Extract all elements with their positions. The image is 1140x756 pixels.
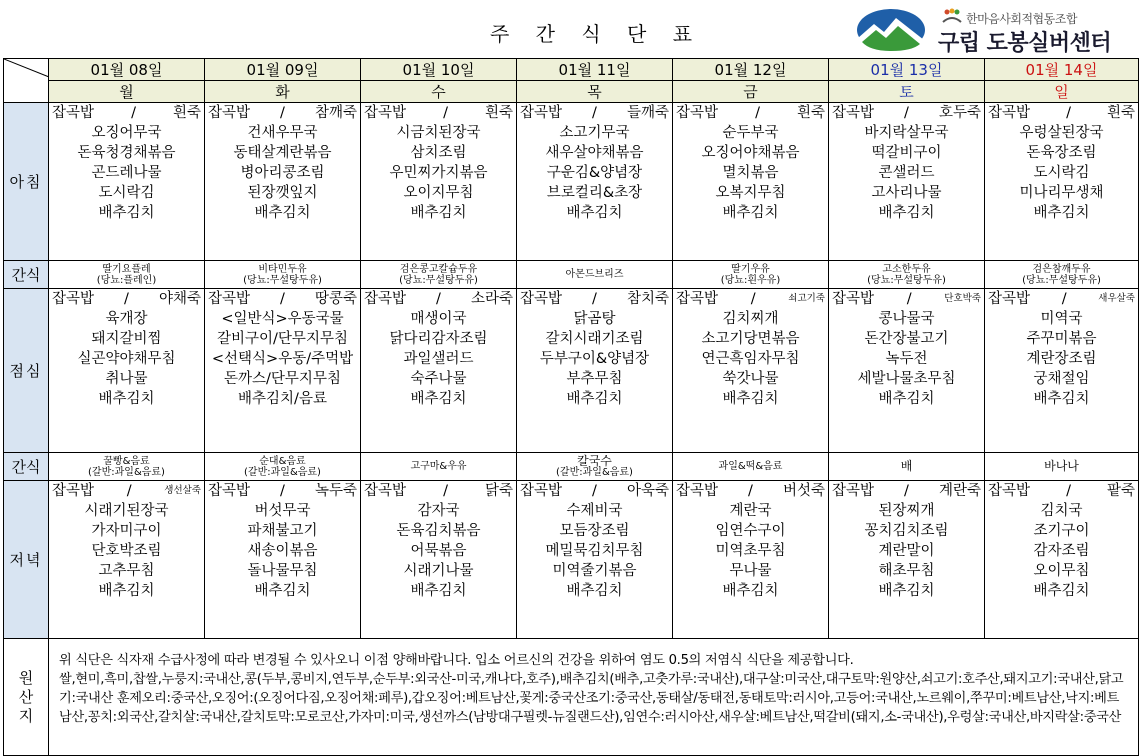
dish-item: 수제비국 — [566, 503, 623, 519]
weekday-cell: 화 — [205, 81, 361, 103]
rice-text: 잡곡밥 — [520, 483, 563, 499]
dish-item: 건새우무국 — [247, 125, 318, 141]
dish-item: 소고기당면볶음 — [701, 331, 800, 347]
rice-soup-line — [361, 481, 516, 501]
dish-item: 가자미구이 — [91, 523, 162, 539]
dish-item: 고추무침 — [98, 563, 155, 579]
slash-text: / — [1066, 483, 1071, 499]
rice-text: 잡곡밥 — [676, 483, 719, 499]
org-logo — [856, 6, 1136, 56]
dish-item: 배추김치 — [878, 391, 935, 407]
dish-item: 돼지갈비찜 — [91, 331, 162, 347]
rice-text: 잡곡밥 — [520, 105, 563, 121]
mountain-logo-icon — [856, 8, 926, 52]
dish-item: 새송이볶음 — [247, 543, 318, 559]
slash-text: / — [592, 291, 597, 307]
dish-item: 배추김치 — [410, 391, 467, 407]
origin-text: 쌀,현미,흑미,찹쌀,누룽지:국내산,콩(두부,콩비지,연두부,순두부:외국산-미국,캐나다,호주),배추김치(배추,고춧가루:국내산),대구살:미국산,대구토막:원양산,쇠고기:호주산,돼지고기:국내산,닭고기:국내산 훈제오리:중국산,오징어:(오징어다짐,오징어채:페루),갑오징어:베트남산,꽃게:중국산조기:중국산,동태살/동태전,동태토막:러시아,고등어:국내산,노르웨이,쭈꾸미:베트남산,낙지:베트남산,꽁치:외국산,갈치살:국내산,갈치토막:모로코산,가자미:미국,생선까스(남방대구필렛-뉴질랜드산),임연수:러시아산,새우살:베트남산,떡갈비(돼지,소-국내산),우렁살:국내산,바지락살:중국산 — [59, 672, 1124, 725]
dish-item: 미역국 — [1040, 311, 1083, 327]
dinner-label: 저녁 — [4, 481, 49, 639]
rice-soup-line — [49, 289, 204, 309]
dish-item: 배추김치 — [98, 583, 155, 599]
rice-soup-line — [49, 481, 204, 501]
rice-text: 잡곡밥 — [832, 291, 875, 307]
porridge-text: 아욱죽 — [626, 483, 669, 499]
slash-text: / — [592, 483, 597, 499]
snack-item: 꿀빵&음료 — [103, 455, 150, 467]
snack-item: 고소한두유 — [882, 263, 931, 275]
dish-item: 녹두전 — [885, 351, 928, 367]
breakfast-cell — [361, 103, 517, 261]
rice-soup-line — [985, 103, 1138, 123]
dish-item: 어묵볶음 — [410, 543, 467, 559]
rice-text: 잡곡밥 — [832, 105, 875, 121]
snack-cell — [205, 453, 361, 481]
porridge-text: 흰죽 — [172, 105, 201, 121]
dish-item: 고사리나물 — [871, 185, 942, 201]
snack-diabetic-alt: (당뇨:플레인) — [96, 274, 157, 286]
porridge-text: 들깨죽 — [626, 105, 669, 121]
date-cell: 01월 12일 — [673, 59, 829, 81]
dish-item: 돈육장조림 — [1026, 145, 1097, 161]
porridge-text: 흰죽 — [796, 105, 825, 121]
dish-item: 계란국 — [729, 503, 772, 519]
dish-item: 돌나물무침 — [247, 563, 318, 579]
dish-item: 순두부국 — [722, 125, 779, 141]
dish-item: <일반식>우동국물 — [221, 311, 344, 327]
snack-diabetic-alt: (당뇨:무설탕두유) — [243, 274, 322, 286]
dinner-cell — [49, 481, 205, 639]
dish-item: 꽁치김치조림 — [864, 523, 949, 539]
dish-item: 두부구이&양념장 — [539, 351, 650, 367]
rice-soup-line — [829, 103, 984, 123]
dish-item: 시금치된장국 — [396, 125, 481, 141]
snack-diabetic-alt: (당뇨:무설탕두유) — [1022, 274, 1101, 286]
origin-label-char: 산 — [18, 687, 34, 706]
rice-soup-line — [361, 289, 516, 309]
dish-item: 조기구이 — [1033, 523, 1090, 539]
weekday-row — [4, 81, 1139, 103]
page-title: 주 간 식 단 표 — [490, 22, 703, 46]
date-cell: 01월 09일 — [205, 59, 361, 81]
slash-text: / — [748, 483, 753, 499]
slash-text: / — [1066, 105, 1071, 121]
origin-info-cell — [49, 639, 1139, 756]
dish-item: 브로컬리&초장 — [546, 185, 643, 201]
weekday-cell: 목 — [517, 81, 673, 103]
dish-item: 버섯무국 — [254, 503, 311, 519]
dish-item: 배추김치 — [1033, 205, 1090, 221]
diagonal-line-icon — [4, 59, 49, 95]
dish-item: 닭다리감자조림 — [389, 331, 488, 347]
snack-item: 배 — [900, 459, 913, 473]
weekday-cell: 금 — [673, 81, 829, 103]
breakfast-cell — [985, 103, 1139, 261]
slash-text: / — [280, 291, 285, 307]
porridge-text: 흰죽 — [484, 105, 513, 121]
lunch-label: 점심 — [4, 289, 49, 453]
dish-item: 시래기된장국 — [84, 503, 169, 519]
snack-item: 순대&음료 — [259, 455, 306, 467]
dish-item: 주꾸미볶음 — [1026, 331, 1097, 347]
snack-item: 바나나 — [1044, 459, 1079, 473]
dish-item: 동태살계란볶음 — [233, 145, 332, 161]
rice-soup-line — [517, 289, 672, 309]
lunch-cell — [205, 289, 361, 453]
origin-row — [4, 639, 1139, 756]
dish-item: 닭곰탕 — [573, 311, 616, 327]
dish-item: 시래기나물 — [403, 563, 474, 579]
date-cell: 01월 11일 — [517, 59, 673, 81]
lunch-cell — [517, 289, 673, 453]
porridge-text: 야채죽 — [158, 291, 201, 307]
dish-item: 숙주나물 — [410, 371, 467, 387]
dish-item: 떡갈비구이 — [871, 145, 942, 161]
dish-item: 배추김치 — [566, 391, 623, 407]
dinner-cell — [517, 481, 673, 639]
date-row — [4, 59, 1139, 81]
origin-label — [4, 639, 49, 756]
date-cell: 01월 13일 — [829, 59, 985, 81]
rice-soup-line — [49, 103, 204, 123]
porridge-text: 참치죽 — [626, 291, 669, 307]
porridge-text: 흰죽 — [1106, 105, 1135, 121]
rice-soup-line — [517, 481, 672, 501]
snack-diabetic-alt: (당뇨:흰우유) — [720, 274, 781, 286]
rice-text: 잡곡밥 — [208, 291, 251, 307]
dish-item: 돈육김치볶음 — [396, 523, 481, 539]
slash-text: / — [280, 105, 285, 121]
dish-item: 배추김치 — [722, 205, 779, 221]
dish-item: 우민찌가지볶음 — [389, 165, 488, 181]
breakfast-cell — [829, 103, 985, 261]
dish-item: 미나리무생채 — [1019, 185, 1104, 201]
slash-text: / — [750, 291, 756, 307]
dish-item: 실곤약야채무침 — [77, 351, 176, 367]
breakfast-cell — [205, 103, 361, 261]
dinner-row — [4, 481, 1139, 639]
lunch-cell — [49, 289, 205, 453]
dish-item: 배추김치 — [566, 583, 623, 599]
rice-soup-line — [205, 481, 360, 501]
dish-item: 새우살야채볶음 — [545, 145, 644, 161]
dish-item: 쑥갓나물 — [722, 371, 779, 387]
origin-label-char: 원 — [18, 668, 34, 687]
dish-item: 미역초무침 — [715, 543, 786, 559]
dish-item: 도시락김 — [1033, 165, 1090, 181]
dinner-cell — [829, 481, 985, 639]
snack-label: 간식 — [4, 453, 49, 481]
porridge-text: 팥죽 — [1106, 483, 1135, 499]
date-cell: 01월 08일 — [49, 59, 205, 81]
snack-cell — [673, 261, 829, 289]
dish-item: 육개장 — [105, 311, 148, 327]
origin-label-char: 지 — [18, 706, 34, 725]
rice-soup-line — [673, 289, 828, 309]
porridge-text: 새우살죽 — [1098, 293, 1135, 304]
dish-item: 콘샐러드 — [878, 165, 935, 181]
rice-text: 잡곡밥 — [676, 291, 719, 307]
dinner-cell — [205, 481, 361, 639]
slash-text: / — [436, 291, 441, 307]
rice-soup-line — [673, 481, 828, 501]
slash-text: / — [124, 291, 129, 307]
dish-item: 배추김치 — [722, 391, 779, 407]
dish-item: 배추김치 — [878, 205, 935, 221]
dish-item: 배추김치 — [410, 583, 467, 599]
dish-item: 도시락김 — [98, 185, 155, 201]
dish-item: 된장깻잎지 — [247, 185, 318, 201]
dish-item: 배추김치 — [1033, 391, 1090, 407]
dish-item: 배추김치/음료 — [238, 391, 327, 407]
slash-text: / — [592, 105, 597, 121]
dish-item: 취나물 — [105, 371, 148, 387]
dish-item: 과일샐러드 — [403, 351, 474, 367]
rice-soup-line — [361, 103, 516, 123]
rice-soup-line — [985, 289, 1138, 309]
lunch-cell — [673, 289, 829, 453]
slash-text: / — [1061, 291, 1067, 307]
dish-item: 배추김치 — [254, 583, 311, 599]
slash-text: / — [904, 105, 909, 121]
snack-cell — [49, 453, 205, 481]
rice-soup-line — [205, 103, 360, 123]
slash-text: / — [906, 291, 912, 307]
dish-item: 배추김치 — [722, 583, 779, 599]
snack-cell — [985, 453, 1139, 481]
rice-soup-line — [205, 289, 360, 309]
rice-text: 잡곡밥 — [208, 105, 251, 121]
dish-item: 오이무침 — [1033, 563, 1090, 579]
dish-item: 바지락살무국 — [864, 125, 949, 141]
snack-cell — [829, 261, 985, 289]
dish-item: 김치찌개 — [722, 311, 779, 327]
dish-item: 갈비구이/단무지무침 — [217, 331, 348, 347]
dish-item: 오이지무침 — [403, 185, 474, 201]
dish-item: 콩나물국 — [878, 311, 935, 327]
weekday-cell: 토 — [829, 81, 985, 103]
lunch-cell — [361, 289, 517, 453]
corner-cell — [4, 59, 49, 103]
dish-item: 계란장조림 — [1026, 351, 1097, 367]
porridge-text: 참깨죽 — [314, 105, 357, 121]
dish-item: 구운김&양념장 — [546, 165, 643, 181]
porridge-text: 쇠고기죽 — [788, 293, 825, 304]
snack-cell — [829, 453, 985, 481]
dish-item: 된장찌개 — [878, 503, 935, 519]
snack-item: 딸기요플레 — [102, 263, 151, 275]
dish-item: 미역줄기볶음 — [552, 563, 637, 579]
weekly-menu-table — [3, 58, 1139, 756]
porridge-text: 버섯죽 — [782, 483, 825, 499]
dish-item: 계란말이 — [878, 543, 935, 559]
snack-diabetic-alt: (갈반:과일&음료) — [556, 466, 633, 478]
dish-item: 갈치시래기조림 — [545, 331, 644, 347]
rice-text: 잡곡밥 — [988, 105, 1031, 121]
notice-text: 위 식단은 식자재 수급사정에 따라 변경될 수 있사오니 이점 양해바랍니다. 입소 어르신의 건강을 위하여 염도 0.5의 저염식 식단을 제공합니다. — [59, 653, 854, 668]
center-name: 구립 도봉실버센터 — [938, 31, 1112, 56]
breakfast-label: 아침 — [4, 103, 49, 261]
slash-text: / — [131, 105, 136, 121]
snack-item: 검은콩고칼슘두유 — [399, 263, 478, 275]
dinner-cell — [985, 481, 1139, 639]
snack-diabetic-alt: (당뇨:무설탕두유) — [399, 274, 478, 286]
snack-item: 검은참깨두유 — [1032, 263, 1091, 275]
porridge-text: 계란죽 — [938, 483, 981, 499]
snack-item: 아몬드브리즈 — [565, 269, 624, 280]
dish-item: <선택식>우동/주먹밥 — [211, 351, 354, 367]
dish-item: 곤드레나물 — [91, 165, 162, 181]
dish-item: 배추김치 — [566, 205, 623, 221]
slash-text: / — [443, 483, 448, 499]
lunch-cell — [829, 289, 985, 453]
rice-text: 잡곡밥 — [988, 291, 1031, 307]
slash-text: / — [280, 483, 285, 499]
dinner-cell — [673, 481, 829, 639]
date-cell: 01월 10일 — [361, 59, 517, 81]
snack-item: 딸기우유 — [731, 263, 770, 275]
rice-soup-line — [829, 481, 984, 501]
weekday-cell: 월 — [49, 81, 205, 103]
slash-text: / — [755, 105, 760, 121]
lunch-cell — [985, 289, 1139, 453]
rice-text: 잡곡밥 — [364, 483, 407, 499]
dish-item: 돈까스/단무지무침 — [224, 371, 341, 387]
dish-item: 파채불고기 — [247, 523, 318, 539]
dinner-cell — [361, 481, 517, 639]
dish-item: 매생이국 — [410, 311, 467, 327]
rice-text: 잡곡밥 — [52, 105, 95, 121]
snack1-row — [4, 261, 1139, 289]
snack-diabetic-alt: (갈반:과일&음료) — [244, 466, 321, 478]
dish-item: 부추무침 — [566, 371, 623, 387]
breakfast-cell — [517, 103, 673, 261]
rice-text: 잡곡밥 — [364, 105, 407, 121]
dish-item: 소고기무국 — [559, 125, 630, 141]
rice-soup-line — [517, 103, 672, 123]
dish-item: 돈간장불고기 — [864, 331, 949, 347]
weekday-cell: 일 — [985, 81, 1139, 103]
snack-cell — [49, 261, 205, 289]
snack-item: 비타민두유 — [258, 263, 307, 275]
dish-item: 임연수구이 — [715, 523, 786, 539]
snack-diabetic-alt: (당뇨:무설탕두유) — [867, 274, 946, 286]
dish-item: 감자조림 — [1033, 543, 1090, 559]
rice-text: 잡곡밥 — [364, 291, 407, 307]
snack-cell — [517, 261, 673, 289]
snack-cell — [517, 453, 673, 481]
porridge-text: 녹두죽 — [314, 483, 357, 499]
dish-item: 삼치조림 — [410, 145, 467, 161]
dish-item: 해초무침 — [878, 563, 935, 579]
dish-item: 김치국 — [1040, 503, 1083, 519]
snack-diabetic-alt: (갈반:과일&음료) — [88, 466, 165, 478]
dish-item: 오징어야채볶음 — [701, 145, 800, 161]
rice-text: 잡곡밥 — [208, 483, 251, 499]
rice-text: 잡곡밥 — [832, 483, 875, 499]
snack-cell — [985, 261, 1139, 289]
slash-text: / — [126, 483, 132, 499]
date-cell: 01월 14일 — [985, 59, 1139, 81]
porridge-text: 호두죽 — [938, 105, 981, 121]
snack-cell — [361, 453, 517, 481]
dish-item: 배추김치 — [98, 205, 155, 221]
porridge-text: 단호박죽 — [944, 293, 981, 304]
breakfast-row — [4, 103, 1139, 261]
snack-item: 고구마&우유 — [410, 461, 467, 472]
rice-soup-line — [829, 289, 984, 309]
rice-text: 잡곡밥 — [52, 483, 95, 499]
dish-item: 무나물 — [729, 563, 772, 579]
porridge-text: 소라죽 — [470, 291, 513, 307]
rice-soup-line — [985, 481, 1138, 501]
rice-text: 잡곡밥 — [520, 291, 563, 307]
org-name: 한마음사회적협동조합 — [966, 12, 1077, 26]
breakfast-cell — [673, 103, 829, 261]
dish-item: 단호박조림 — [91, 543, 162, 559]
lunch-row — [4, 289, 1139, 453]
dish-item: 병아리콩조림 — [240, 165, 325, 181]
dish-item: 궁채절임 — [1033, 371, 1090, 387]
rice-text: 잡곡밥 — [52, 291, 95, 307]
dish-item: 연근흑임자무침 — [701, 351, 800, 367]
snack2-row — [4, 453, 1139, 481]
rice-soup-line — [673, 103, 828, 123]
dish-item: 메밀묵김치무침 — [545, 543, 644, 559]
weekday-cell: 수 — [361, 81, 517, 103]
dish-item: 배추김치 — [254, 205, 311, 221]
snack-cell — [205, 261, 361, 289]
rice-text: 잡곡밥 — [676, 105, 719, 121]
rice-text: 잡곡밥 — [988, 483, 1031, 499]
porridge-text: 땅콩죽 — [314, 291, 357, 307]
dish-item: 배추김치 — [1033, 583, 1090, 599]
snack-cell — [361, 261, 517, 289]
dish-item: 돈육청경채볶음 — [77, 145, 176, 161]
slash-text: / — [443, 105, 448, 121]
snack-cell — [673, 453, 829, 481]
slash-text: / — [904, 483, 909, 499]
porridge-text: 닭죽 — [484, 483, 513, 499]
dish-item: 우렁살된장국 — [1019, 125, 1104, 141]
dish-item: 세발나물초무침 — [857, 371, 956, 387]
breakfast-cell — [49, 103, 205, 261]
dish-item: 멸치볶음 — [722, 165, 779, 181]
dish-item: 오징어무국 — [91, 125, 162, 141]
dish-item: 오복지무침 — [715, 185, 786, 201]
snack-item: 칼국수 — [577, 453, 612, 468]
snack-item: 과일&떡&음료 — [718, 461, 783, 472]
dish-item: 감자국 — [417, 503, 460, 519]
snack-label: 간식 — [4, 261, 49, 289]
dish-item: 배추김치 — [410, 205, 467, 221]
porridge-text: 생선살죽 — [164, 485, 201, 496]
dish-item: 모듬장조림 — [559, 523, 630, 539]
dish-item: 배추김치 — [98, 391, 155, 407]
dish-item: 배추김치 — [878, 583, 935, 599]
